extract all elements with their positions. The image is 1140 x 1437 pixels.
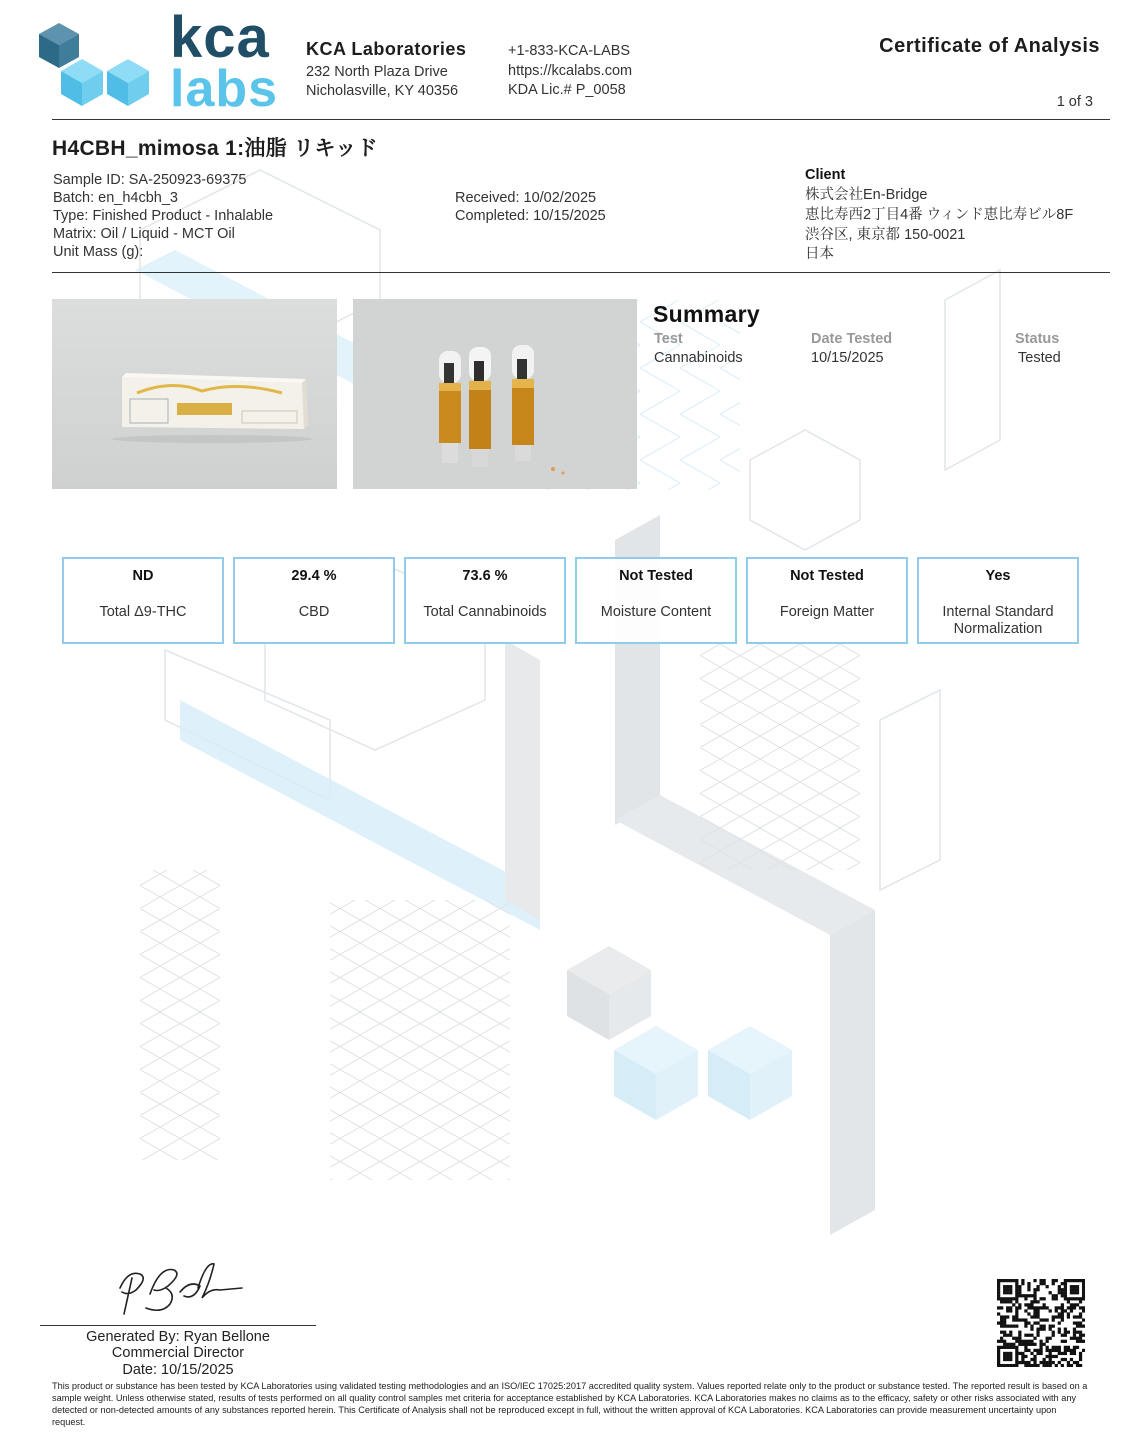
phone: +1-833-KCA-LABS [508, 43, 631, 59]
result-card-internal-standard [917, 557, 1079, 644]
signature-date: Date: 10/15/2025 [122, 1362, 234, 1378]
result-label: Total Cannabinoids [423, 604, 547, 620]
product-box-photo [52, 299, 337, 489]
result-card-total-cannabinoids [404, 557, 566, 644]
completed-date: Completed: 10/15/2025 [455, 208, 606, 224]
product-title: H4CBH_mimosa 1:油脂 リキッド [52, 137, 378, 160]
result-value: Not Tested [619, 568, 693, 584]
result-value: ND [132, 568, 154, 584]
page-indicator: 1 of 3 [1056, 94, 1093, 110]
batch: Batch: en_h4cbh_3 [53, 190, 178, 206]
result-label: Internal Standard Normalization [942, 604, 1054, 637]
summary-col-status: Status [1015, 331, 1060, 347]
signer-title: Commercial Director [111, 1345, 245, 1361]
client-address-line1: 恵比寿西2丁目4番 ウィンド恵比寿ビル8F [805, 207, 1074, 223]
header-divider [52, 119, 1110, 120]
unit-mass: Unit Mass (g): [53, 244, 144, 260]
address-line1: 232 North Plaza Drive [306, 64, 448, 80]
result-card-thc [62, 557, 224, 644]
cartridges-photo [353, 299, 637, 489]
qr-code-icon[interactable] [997, 1279, 1085, 1367]
logo-labs-text: labs [170, 60, 279, 118]
summary-row-test: Cannabinoids [654, 350, 743, 366]
matrix: Matrix: Oil / Liquid - MCT Oil [53, 226, 235, 242]
product-type: Type: Finished Product - Inhalable [53, 208, 274, 224]
result-value: Not Tested [790, 568, 864, 584]
result-label: Foreign Matter [779, 604, 875, 620]
signature-line [40, 1325, 316, 1326]
company-name: KCA Laboratories [306, 39, 467, 59]
summary-row-status: Tested [1018, 350, 1061, 366]
received-date: Received: 10/02/2025 [455, 190, 597, 206]
result-label: Moisture Content [600, 604, 712, 620]
license-number: KDA Lic.# P_0058 [508, 82, 626, 98]
client-name: 株式会社En-Bridge [805, 187, 928, 203]
result-label: Total Δ9-THC [99, 604, 187, 620]
result-value: 29.4 % [291, 568, 337, 584]
document-title: Certificate of Analysis [879, 35, 1100, 57]
cubes-logo-icon [36, 18, 152, 110]
result-card-foreign-matter [746, 557, 908, 644]
summary-row-date: 10/15/2025 [811, 350, 884, 366]
client-address-line2: 渋谷区, 東京都 150-0021 [805, 227, 966, 243]
summary-col-test: Test [654, 331, 683, 347]
result-label: CBD [298, 604, 330, 620]
info-divider [52, 272, 1110, 273]
summary-heading: Summary [653, 301, 760, 327]
result-card-moisture [575, 557, 737, 644]
result-card-cbd [233, 557, 395, 644]
summary-col-date: Date Tested [811, 331, 893, 347]
client-country: 日本 [805, 246, 834, 262]
sample-id: Sample ID: SA-250923-69375 [53, 172, 247, 188]
result-value: Yes [985, 568, 1011, 584]
signature-image [110, 1258, 250, 1322]
disclaimer-text: This product or substance has been tested by KCA Laboratories using validated testing methodologies and an ISO/IEC 17025:2017 accredited quality system. Values reported relate only to the product or substance tested. The reported result is based on a sample weight. Unless otherwise stated, results of tests performed on all quality control samples met criteria for acceptance established by KCA Laboratories. KCA Laboratories makes no claims as to the efficacy, safety or other risks associated with any detected or non-detected amounts of any substances reported herein. This Certificate of Analysis shall not be reproduced except in full, without the written approval of KCA Laboratories. KCA Laboratories can provide measurement uncertainty upon request. [52, 1381, 1088, 1427]
client-heading: Client [805, 167, 846, 183]
result-value: 73.6 % [462, 568, 508, 584]
address-line2: Nicholasville, KY 40356 [306, 83, 459, 99]
website-link[interactable]: https://kcalabs.com [508, 63, 633, 79]
logo-kca-text: kca [170, 5, 270, 70]
generated-by: Generated By: Ryan Bellone [86, 1329, 270, 1345]
